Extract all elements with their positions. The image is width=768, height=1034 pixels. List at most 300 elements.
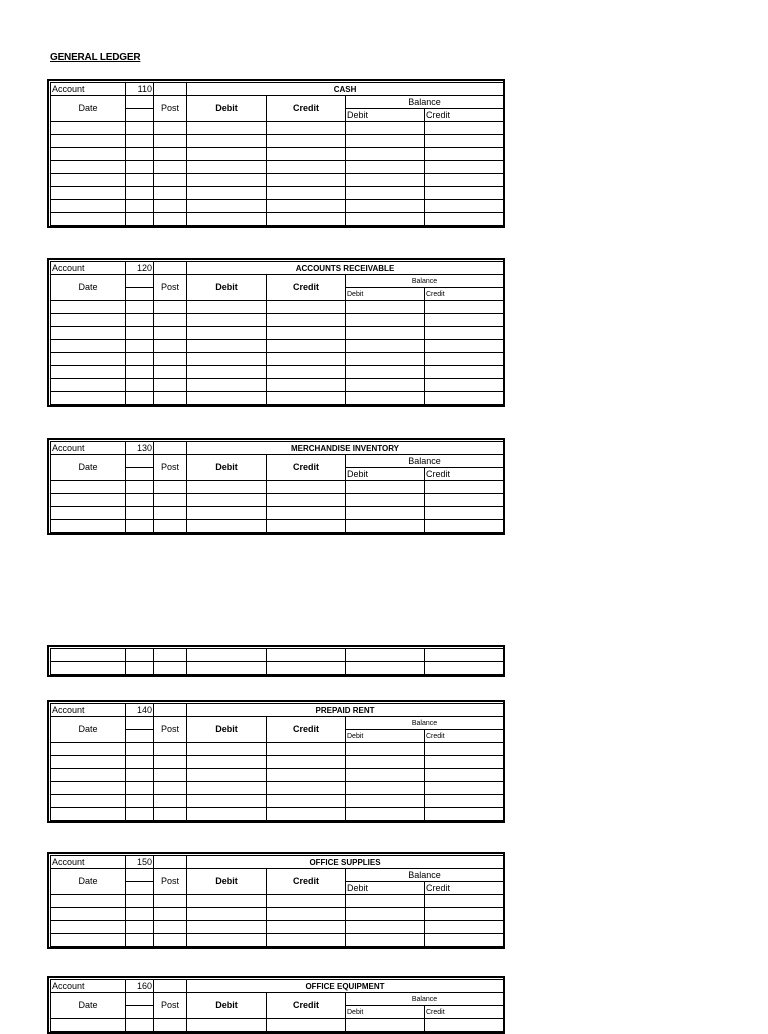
account-number: 130 xyxy=(126,442,154,455)
entry-cell[interactable] xyxy=(154,895,187,908)
entry-cell[interactable] xyxy=(267,327,346,340)
debit-header: Debit xyxy=(187,993,267,1019)
entry-cell[interactable] xyxy=(51,213,126,226)
account-label: Account xyxy=(51,980,126,993)
entry-cell[interactable] xyxy=(126,122,154,135)
entry-cell[interactable] xyxy=(51,340,126,353)
entry-cell[interactable] xyxy=(154,756,187,769)
entry-cell[interactable] xyxy=(425,122,504,135)
entry-cell[interactable] xyxy=(267,340,346,353)
entry-cell[interactable] xyxy=(51,392,126,405)
entry-cell[interactable] xyxy=(126,161,154,174)
balance-debit-header: Debit xyxy=(346,288,425,301)
entry-cell[interactable] xyxy=(51,161,126,174)
entry-cell[interactable] xyxy=(187,743,267,756)
account-number: 140 xyxy=(126,704,154,717)
entry-cell[interactable] xyxy=(267,782,346,795)
entry-cell[interactable] xyxy=(154,782,187,795)
entry-cell[interactable] xyxy=(425,200,504,213)
entry-cell[interactable] xyxy=(267,122,346,135)
entry-cell[interactable] xyxy=(267,662,346,675)
entry-cell[interactable] xyxy=(187,921,267,934)
post-header: Post xyxy=(154,275,187,301)
entry-cell[interactable] xyxy=(154,353,187,366)
entry-cell[interactable] xyxy=(154,379,187,392)
entry-cell[interactable] xyxy=(154,122,187,135)
entry-cell[interactable] xyxy=(267,481,346,494)
entry-cell[interactable] xyxy=(187,187,267,200)
entry-cell[interactable] xyxy=(346,122,425,135)
entry-cell[interactable] xyxy=(267,213,346,226)
entry-cell[interactable] xyxy=(126,174,154,187)
date-split-bottom xyxy=(126,882,154,895)
entry-cell[interactable] xyxy=(51,494,126,507)
entry-cell[interactable] xyxy=(187,1019,267,1032)
entry-cell[interactable] xyxy=(126,769,154,782)
entry-cell[interactable] xyxy=(126,756,154,769)
date-split-bottom xyxy=(126,1006,154,1019)
account-name: CASH xyxy=(187,83,504,96)
entry-cell[interactable] xyxy=(346,314,425,327)
ledger-entry-row xyxy=(51,808,504,821)
entry-cell[interactable] xyxy=(425,353,504,366)
ledger-account-table xyxy=(47,976,505,1034)
entry-cell[interactable] xyxy=(154,301,187,314)
entry-cell[interactable] xyxy=(425,1019,504,1032)
balance-credit-header: Credit xyxy=(425,468,504,481)
account-label: Account xyxy=(51,262,126,275)
entry-cell[interactable] xyxy=(126,507,154,520)
ledger-entry-row xyxy=(51,908,504,921)
entry-cell[interactable] xyxy=(154,135,187,148)
ledger-entry-row xyxy=(51,481,504,494)
entry-cell[interactable] xyxy=(267,908,346,921)
entry-cell[interactable] xyxy=(51,743,126,756)
entry-cell[interactable] xyxy=(126,340,154,353)
ledger-entry-row xyxy=(51,340,504,353)
entry-cell[interactable] xyxy=(425,161,504,174)
entry-cell[interactable] xyxy=(187,392,267,405)
ledger-entry-row xyxy=(51,782,504,795)
entry-cell[interactable] xyxy=(425,662,504,675)
date-header: Date xyxy=(51,96,126,122)
credit-header: Credit xyxy=(267,455,346,481)
entry-cell[interactable] xyxy=(267,379,346,392)
entry-cell[interactable] xyxy=(267,174,346,187)
balance-debit-header: Debit xyxy=(346,468,425,481)
date-split-top xyxy=(126,869,154,882)
entry-cell[interactable] xyxy=(346,213,425,226)
date-split-bottom xyxy=(126,109,154,122)
entry-cell[interactable] xyxy=(425,392,504,405)
entry-cell[interactable] xyxy=(346,662,425,675)
entry-cell[interactable] xyxy=(267,795,346,808)
balance-debit-header: Debit xyxy=(346,882,425,895)
entry-cell[interactable] xyxy=(126,314,154,327)
entry-cell[interactable] xyxy=(126,934,154,947)
entry-cell[interactable] xyxy=(51,795,126,808)
account-label: Account xyxy=(51,856,126,869)
entry-cell[interactable] xyxy=(187,366,267,379)
entry-cell[interactable] xyxy=(187,756,267,769)
entry-cell[interactable] xyxy=(187,135,267,148)
entry-cell[interactable] xyxy=(154,908,187,921)
entry-cell[interactable] xyxy=(267,392,346,405)
entry-cell[interactable] xyxy=(267,353,346,366)
entry-cell[interactable] xyxy=(126,808,154,821)
entry-cell[interactable] xyxy=(51,366,126,379)
entry-cell[interactable] xyxy=(126,743,154,756)
account-name: MERCHANDISE INVENTORY xyxy=(187,442,504,455)
entry-cell[interactable] xyxy=(425,314,504,327)
entry-cell[interactable] xyxy=(267,895,346,908)
entry-cell[interactable] xyxy=(154,649,187,662)
entry-cell[interactable] xyxy=(346,743,425,756)
entry-cell[interactable] xyxy=(425,366,504,379)
entry-cell[interactable] xyxy=(346,1019,425,1032)
credit-header: Credit xyxy=(267,993,346,1019)
entry-cell[interactable] xyxy=(187,301,267,314)
entry-cell[interactable] xyxy=(425,494,504,507)
entry-cell[interactable] xyxy=(187,353,267,366)
entry-cell[interactable] xyxy=(425,769,504,782)
date-split-top xyxy=(126,96,154,109)
credit-header: Credit xyxy=(267,275,346,301)
entry-cell[interactable] xyxy=(187,494,267,507)
ledger-continuation-table xyxy=(47,645,505,677)
entry-cell[interactable] xyxy=(51,174,126,187)
account-name: PREPAID RENT xyxy=(187,704,504,717)
account-name: ACCOUNTS RECEIVABLE xyxy=(187,262,504,275)
entry-cell[interactable] xyxy=(346,934,425,947)
entry-cell[interactable] xyxy=(346,507,425,520)
entry-cell[interactable] xyxy=(51,301,126,314)
entry-cell[interactable] xyxy=(126,366,154,379)
entry-cell[interactable] xyxy=(187,507,267,520)
entry-cell[interactable] xyxy=(346,392,425,405)
entry-cell[interactable] xyxy=(267,494,346,507)
post-header: Post xyxy=(154,717,187,743)
entry-cell[interactable] xyxy=(51,520,126,533)
entry-cell[interactable] xyxy=(346,327,425,340)
ledger-entry-row xyxy=(51,756,504,769)
entry-cell[interactable] xyxy=(267,366,346,379)
blank-cell xyxy=(154,83,187,96)
entry-cell[interactable] xyxy=(154,187,187,200)
entry-cell[interactable] xyxy=(154,520,187,533)
entry-cell[interactable] xyxy=(154,808,187,821)
entry-cell[interactable] xyxy=(425,481,504,494)
ledger-entry-row xyxy=(51,200,504,213)
entry-cell[interactable] xyxy=(267,301,346,314)
ledger-entry-row xyxy=(51,161,504,174)
entry-cell[interactable] xyxy=(154,769,187,782)
entry-cell[interactable] xyxy=(267,1019,346,1032)
entry-cell[interactable] xyxy=(187,148,267,161)
balance-header: Balance xyxy=(346,993,504,1006)
entry-cell[interactable] xyxy=(51,756,126,769)
entry-cell[interactable] xyxy=(126,481,154,494)
date-split-bottom xyxy=(126,288,154,301)
entry-cell[interactable] xyxy=(425,213,504,226)
entry-cell[interactable] xyxy=(51,200,126,213)
entry-cell[interactable] xyxy=(267,743,346,756)
entry-cell[interactable] xyxy=(346,340,425,353)
entry-cell[interactable] xyxy=(267,161,346,174)
blank-cell xyxy=(154,442,187,455)
entry-cell[interactable] xyxy=(346,494,425,507)
entry-cell[interactable] xyxy=(425,934,504,947)
entry-cell[interactable] xyxy=(154,795,187,808)
entry-cell[interactable] xyxy=(346,148,425,161)
entry-cell[interactable] xyxy=(346,782,425,795)
entry-cell[interactable] xyxy=(126,353,154,366)
entry-cell[interactable] xyxy=(425,895,504,908)
date-split-top xyxy=(126,275,154,288)
entry-cell[interactable] xyxy=(425,743,504,756)
ledger-entry-row xyxy=(51,662,504,675)
entry-cell[interactable] xyxy=(126,135,154,148)
post-header: Post xyxy=(154,869,187,895)
entry-cell[interactable] xyxy=(187,908,267,921)
ledger-account-table xyxy=(47,79,505,228)
entry-cell[interactable] xyxy=(425,756,504,769)
entry-cell[interactable] xyxy=(267,649,346,662)
entry-cell[interactable] xyxy=(51,649,126,662)
entry-cell[interactable] xyxy=(267,148,346,161)
entry-cell[interactable] xyxy=(425,135,504,148)
entry-cell[interactable] xyxy=(126,908,154,921)
entry-cell[interactable] xyxy=(346,366,425,379)
entry-cell[interactable] xyxy=(267,756,346,769)
entry-cell[interactable] xyxy=(425,649,504,662)
entry-cell[interactable] xyxy=(187,662,267,675)
entry-cell[interactable] xyxy=(187,200,267,213)
debit-header: Debit xyxy=(187,717,267,743)
entry-cell[interactable] xyxy=(154,148,187,161)
credit-header: Credit xyxy=(267,717,346,743)
entry-cell[interactable] xyxy=(154,327,187,340)
entry-cell[interactable] xyxy=(187,769,267,782)
entry-cell[interactable] xyxy=(346,921,425,934)
entry-cell[interactable] xyxy=(425,327,504,340)
entry-cell[interactable] xyxy=(126,795,154,808)
entry-cell[interactable] xyxy=(126,327,154,340)
entry-cell[interactable] xyxy=(51,934,126,947)
ledger-entry-row xyxy=(51,934,504,947)
entry-cell[interactable] xyxy=(346,795,425,808)
entry-cell[interactable] xyxy=(346,187,425,200)
entry-cell[interactable] xyxy=(187,649,267,662)
entry-cell[interactable] xyxy=(187,782,267,795)
entry-cell[interactable] xyxy=(126,148,154,161)
entry-cell[interactable] xyxy=(126,301,154,314)
entry-cell[interactable] xyxy=(425,908,504,921)
entry-cell[interactable] xyxy=(126,494,154,507)
entry-cell[interactable] xyxy=(126,213,154,226)
account-number: 120 xyxy=(126,262,154,275)
entry-cell[interactable] xyxy=(154,921,187,934)
entry-cell[interactable] xyxy=(187,314,267,327)
entry-cell[interactable] xyxy=(346,769,425,782)
entry-cell[interactable] xyxy=(51,769,126,782)
entry-cell[interactable] xyxy=(51,1019,126,1032)
entry-cell[interactable] xyxy=(187,808,267,821)
date-split-bottom xyxy=(126,730,154,743)
entry-cell[interactable] xyxy=(425,782,504,795)
entry-cell[interactable] xyxy=(51,135,126,148)
entry-cell[interactable] xyxy=(187,327,267,340)
entry-cell[interactable] xyxy=(425,921,504,934)
entry-cell[interactable] xyxy=(51,895,126,908)
entry-cell[interactable] xyxy=(154,161,187,174)
balance-header: Balance xyxy=(346,869,504,882)
entry-cell[interactable] xyxy=(154,314,187,327)
entry-cell[interactable] xyxy=(154,743,187,756)
entry-cell[interactable] xyxy=(154,174,187,187)
debit-header: Debit xyxy=(187,275,267,301)
ledger-entry-row xyxy=(51,187,504,200)
entry-cell[interactable] xyxy=(346,353,425,366)
entry-cell[interactable] xyxy=(346,520,425,533)
entry-cell[interactable] xyxy=(346,161,425,174)
ledger-account-table xyxy=(47,438,505,535)
entry-cell[interactable] xyxy=(346,200,425,213)
ledger-entry-row xyxy=(51,135,504,148)
entry-cell[interactable] xyxy=(51,908,126,921)
account-number: 150 xyxy=(126,856,154,869)
entry-cell[interactable] xyxy=(346,895,425,908)
entry-cell[interactable] xyxy=(425,174,504,187)
entry-cell[interactable] xyxy=(346,756,425,769)
entry-cell[interactable] xyxy=(126,187,154,200)
entry-cell[interactable] xyxy=(425,340,504,353)
entry-cell[interactable] xyxy=(187,213,267,226)
entry-cell[interactable] xyxy=(267,769,346,782)
entry-cell[interactable] xyxy=(346,649,425,662)
entry-cell[interactable] xyxy=(267,187,346,200)
entry-cell[interactable] xyxy=(126,895,154,908)
entry-cell[interactable] xyxy=(126,782,154,795)
entry-cell[interactable] xyxy=(154,340,187,353)
entry-cell[interactable] xyxy=(425,148,504,161)
entry-cell[interactable] xyxy=(267,520,346,533)
ledger-entry-row xyxy=(51,520,504,533)
entry-cell[interactable] xyxy=(126,649,154,662)
entry-cell[interactable] xyxy=(187,340,267,353)
entry-cell[interactable] xyxy=(51,782,126,795)
entry-cell[interactable] xyxy=(51,379,126,392)
debit-header: Debit xyxy=(187,869,267,895)
entry-cell[interactable] xyxy=(187,934,267,947)
entry-cell[interactable] xyxy=(126,662,154,675)
balance-debit-header: Debit xyxy=(346,109,425,122)
entry-cell[interactable] xyxy=(346,174,425,187)
ledger-entry-row xyxy=(51,769,504,782)
entry-cell[interactable] xyxy=(154,1019,187,1032)
balance-credit-header: Credit xyxy=(425,730,504,743)
date-header: Date xyxy=(51,455,126,481)
entry-cell[interactable] xyxy=(126,1019,154,1032)
entry-cell[interactable] xyxy=(126,379,154,392)
entry-cell[interactable] xyxy=(346,808,425,821)
entry-cell[interactable] xyxy=(346,379,425,392)
entry-cell[interactable] xyxy=(154,200,187,213)
entry-cell[interactable] xyxy=(51,187,126,200)
entry-cell[interactable] xyxy=(187,895,267,908)
date-header: Date xyxy=(51,717,126,743)
entry-cell[interactable] xyxy=(51,921,126,934)
entry-cell[interactable] xyxy=(267,808,346,821)
entry-cell[interactable] xyxy=(267,314,346,327)
ledger-entry-row xyxy=(51,379,504,392)
entry-cell[interactable] xyxy=(187,174,267,187)
balance-credit-header: Credit xyxy=(425,109,504,122)
entry-cell[interactable] xyxy=(267,934,346,947)
entry-cell[interactable] xyxy=(425,795,504,808)
entry-cell[interactable] xyxy=(51,353,126,366)
entry-cell[interactable] xyxy=(346,135,425,148)
entry-cell[interactable] xyxy=(187,795,267,808)
entry-cell[interactable] xyxy=(154,392,187,405)
entry-cell[interactable] xyxy=(267,135,346,148)
entry-cell[interactable] xyxy=(51,148,126,161)
entry-cell[interactable] xyxy=(425,520,504,533)
entry-cell[interactable] xyxy=(425,507,504,520)
entry-cell[interactable] xyxy=(126,921,154,934)
entry-cell[interactable] xyxy=(187,481,267,494)
entry-cell[interactable] xyxy=(51,808,126,821)
entry-cell[interactable] xyxy=(51,314,126,327)
entry-cell[interactable] xyxy=(267,507,346,520)
entry-cell[interactable] xyxy=(425,187,504,200)
entry-cell[interactable] xyxy=(154,366,187,379)
entry-cell[interactable] xyxy=(126,200,154,213)
entry-cell[interactable] xyxy=(51,122,126,135)
entry-cell[interactable] xyxy=(154,213,187,226)
entry-cell[interactable] xyxy=(187,379,267,392)
entry-cell[interactable] xyxy=(346,908,425,921)
entry-cell[interactable] xyxy=(425,808,504,821)
entry-cell[interactable] xyxy=(425,301,504,314)
entry-cell[interactable] xyxy=(187,161,267,174)
balance-header: Balance xyxy=(346,455,504,468)
entry-cell[interactable] xyxy=(154,934,187,947)
entry-cell[interactable] xyxy=(51,662,126,675)
entry-cell[interactable] xyxy=(126,392,154,405)
entry-cell[interactable] xyxy=(154,494,187,507)
entry-cell[interactable] xyxy=(346,481,425,494)
entry-cell[interactable] xyxy=(187,122,267,135)
ledger-entry-row xyxy=(51,895,504,908)
entry-cell[interactable] xyxy=(51,327,126,340)
ledger-entry-row xyxy=(51,174,504,187)
entry-cell[interactable] xyxy=(51,481,126,494)
entry-cell[interactable] xyxy=(154,481,187,494)
entry-cell[interactable] xyxy=(51,507,126,520)
entry-cell[interactable] xyxy=(267,200,346,213)
entry-cell[interactable] xyxy=(267,921,346,934)
balance-debit-header: Debit xyxy=(346,1006,425,1019)
ledger-entry-row xyxy=(51,743,504,756)
entry-cell[interactable] xyxy=(425,379,504,392)
entry-cell[interactable] xyxy=(187,520,267,533)
entry-cell[interactable] xyxy=(346,301,425,314)
entry-cell[interactable] xyxy=(154,507,187,520)
entry-cell[interactable] xyxy=(126,520,154,533)
entry-cell[interactable] xyxy=(154,662,187,675)
date-header: Date xyxy=(51,993,126,1019)
